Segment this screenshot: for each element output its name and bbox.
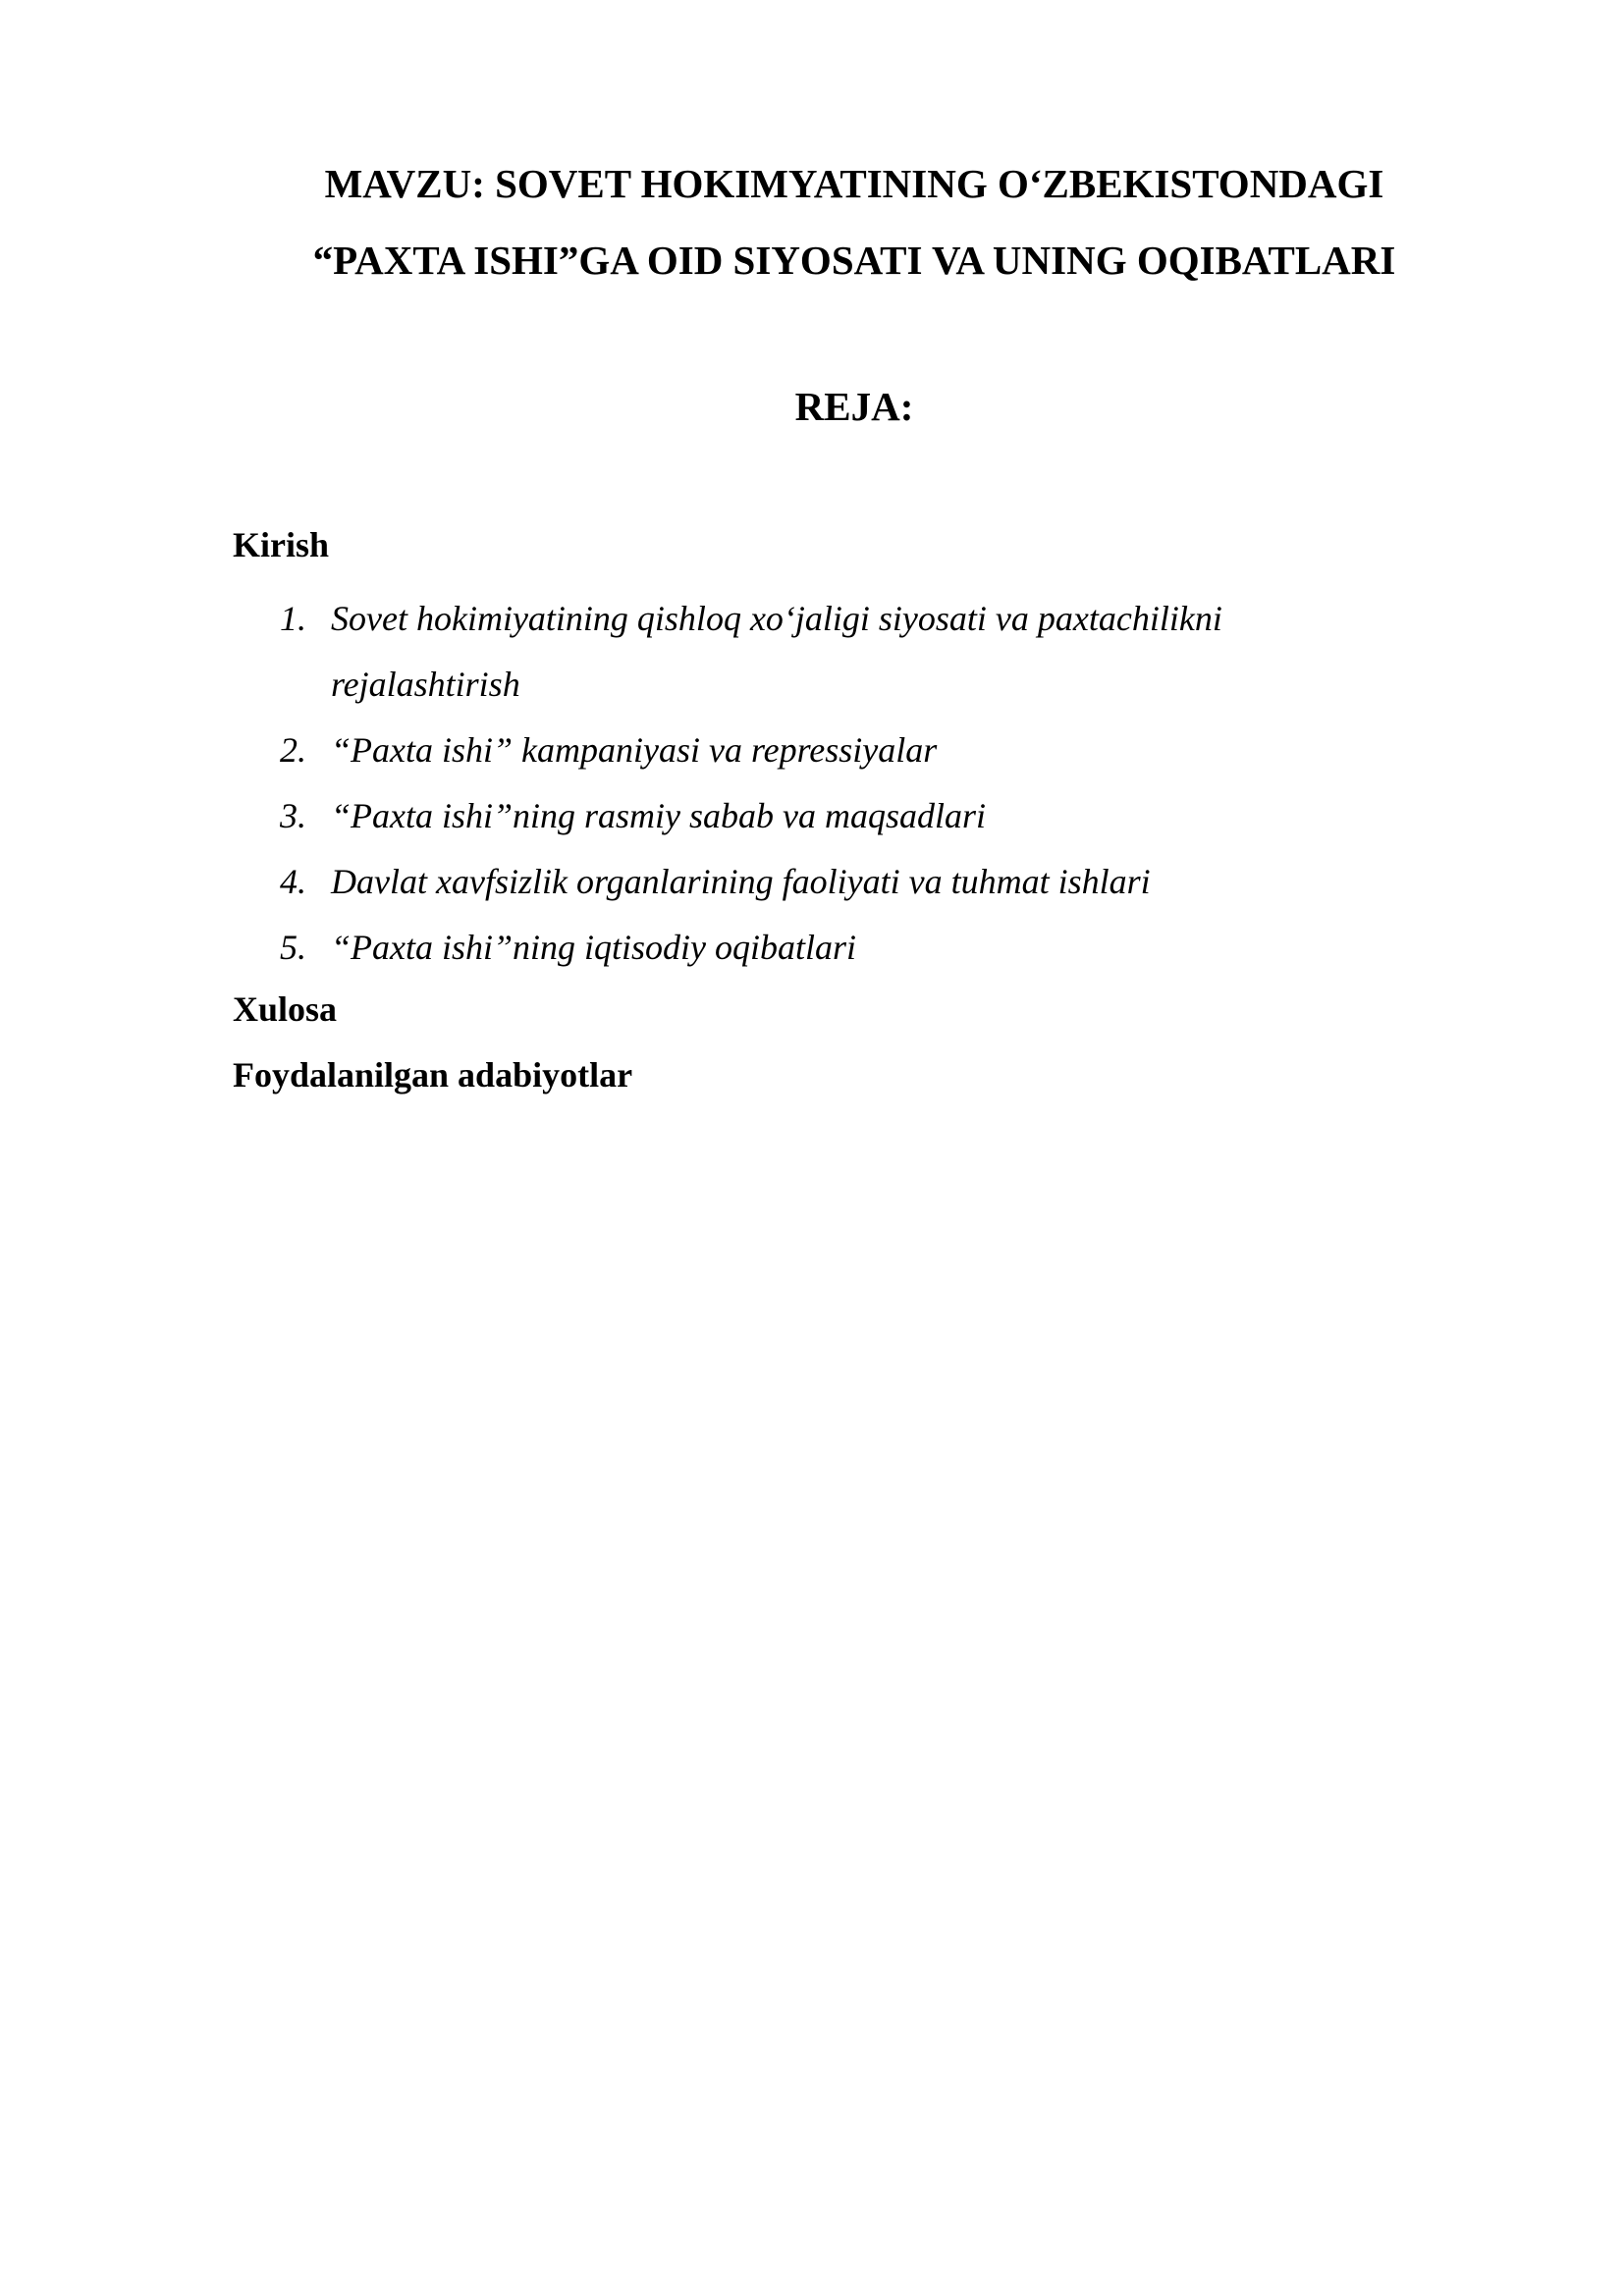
document-title [233,145,1476,298]
plan-item-text: “Paxta ishi” kampaniyasi va repressiyalar [331,730,938,770]
plan-item-number: 1. [280,599,306,638]
plan-heading: REJA: [794,384,914,429]
plan-item-number: 2. [280,730,306,770]
conclusion-heading: Xulosa [233,989,338,1029]
plan-item-number: 4. [280,862,306,901]
plan-item-text: Davlat xavfsizlik organlarining faoliyati va tuhmat ishlari [331,862,1151,901]
plan-item [233,915,1411,981]
plan-item-text: “Paxta ishi”ning iqtisodiy oqibatlari [331,928,857,967]
title-line-2: “PAXTA ISHI”GA OID SIYOSATI VA UNING OQIBATLARI [312,238,1396,283]
title-line-1: MAVZU: SOVET HOKIMYATINING O‘ZBEKISTONDAGI [324,161,1384,206]
intro-heading: Kirish [233,525,330,564]
plan-list [233,586,1411,981]
plan-item-number: 3. [280,796,306,835]
plan-item [233,718,1411,783]
plan-item-text: “Paxta ishi”ning rasmiy sabab va maqsadlari [331,796,987,835]
plan-item-number: 5. [280,928,306,967]
plan-item [233,783,1411,849]
plan-item [233,849,1411,915]
references-heading: Foydalanilgan adabiyotlar [233,1055,633,1095]
plan-item [233,586,1411,718]
plan-item-text: Sovet hokimiyatining qishloq xo‘jaligi siyosati va paxtachilikni rejalashtirish [331,599,1222,704]
